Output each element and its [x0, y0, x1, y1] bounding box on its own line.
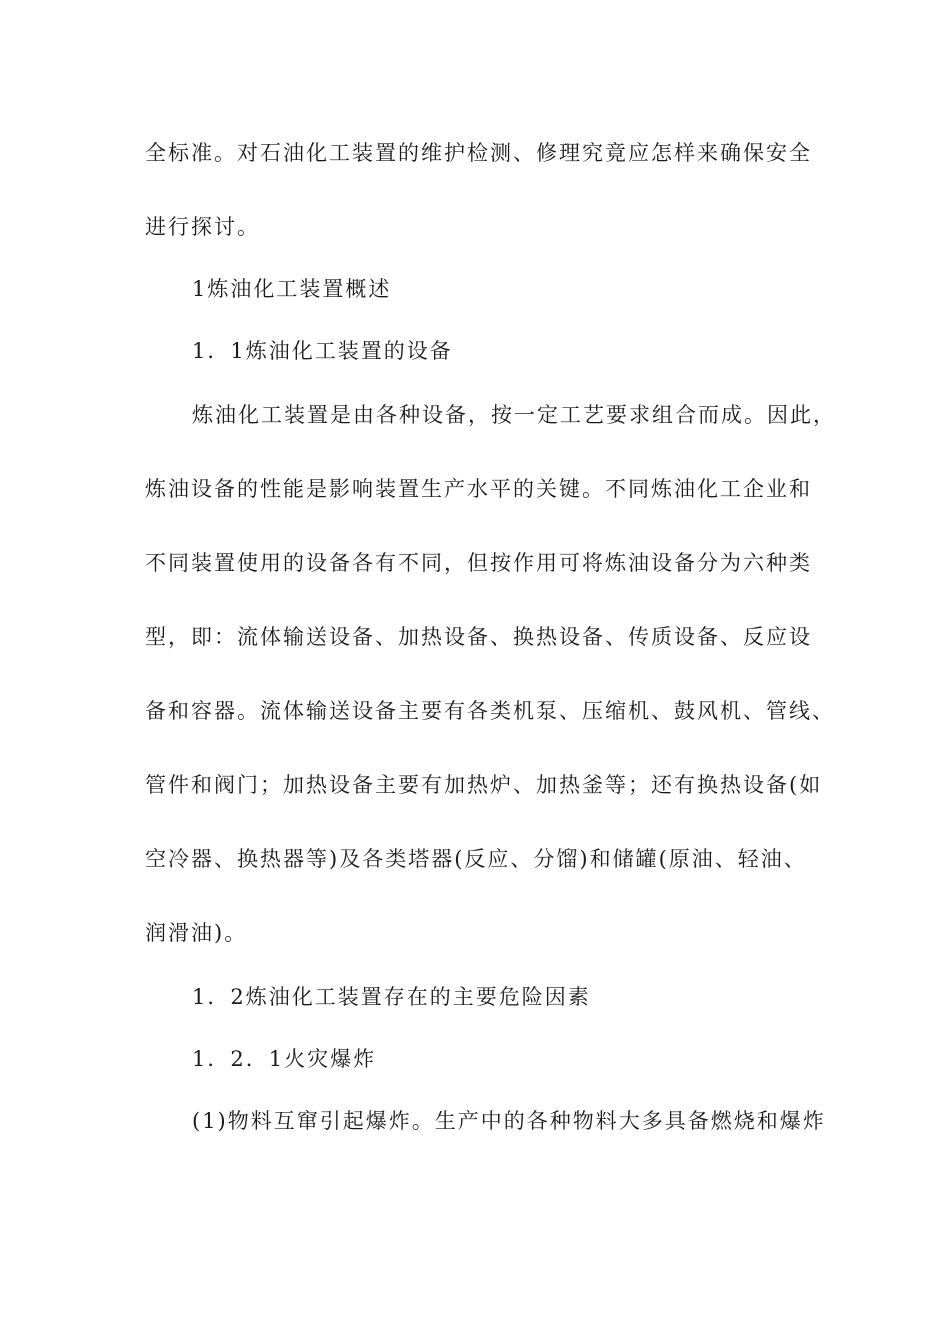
paragraph-line: 备和容器。流体输送设备主要有各类机泵、压缩机、鼓风机、管线、 — [145, 699, 835, 723]
section-heading-1: 1炼油化工装置概述 — [192, 277, 392, 301]
section-heading-1-2-1: 1．2．1火灾爆炸 — [192, 1047, 377, 1071]
paragraph-line: 空冷器、换热器等)及各类塔器(反应、分馏)和储罐(原油、轻油、 — [145, 847, 807, 871]
paragraph-last-line: 润滑油)。 — [145, 921, 248, 945]
paragraph-line: 炼油设备的性能是影响装置生产水平的关键。不同炼油化工企业和 — [145, 477, 812, 501]
list-item-first-line: (1)物料互窜引起爆炸。生产中的各种物料大多具备燃烧和爆炸 — [192, 1109, 826, 1133]
paragraph-line: 型，即：流体输送设备、加热设备、换热设备、传质设备、反应设 — [145, 625, 812, 649]
section-heading-1-2: 1．2炼油化工装置存在的主要危险因素 — [192, 985, 591, 1009]
paragraph-first-line: 炼油化工装置是由各种设备，按一定工艺要求组合而成。因此， — [192, 403, 836, 427]
section-heading-1-1: 1．1炼油化工装置的设备 — [192, 339, 453, 363]
paragraph-line: 不同装置使用的设备各有不同，但按作用可将炼油设备分为六种类 — [145, 551, 812, 575]
paragraph-continuation-line: 全标准。对石油化工装置的维护检测、修理究竟应怎样来确保安全 — [145, 141, 812, 165]
paragraph-continuation-line: 进行探讨。 — [145, 215, 260, 239]
paragraph-line: 管件和阀门；加热设备主要有加热炉、加热釜等；还有换热设备(如 — [145, 773, 823, 797]
